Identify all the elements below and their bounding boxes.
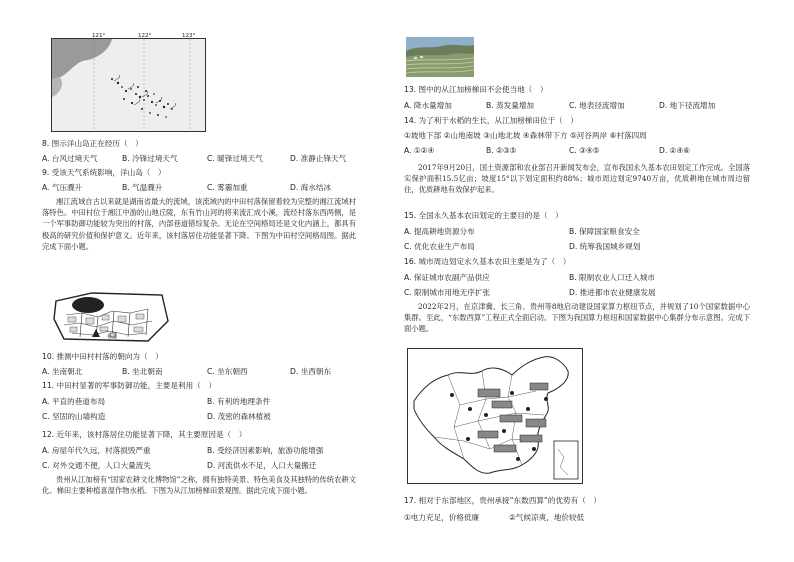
q11-option-b[interactable]: B. 有利的地理条件 — [207, 397, 271, 406]
q9-option-d[interactable]: D. 海水结冰 — [290, 183, 332, 192]
q13-option-b[interactable]: B. 蒸发量增加 — [486, 101, 535, 110]
q17-item-1: ①电力充足，价格低廉 — [404, 513, 480, 522]
q11-option-c[interactable]: C. 坚固的山墙构造 — [42, 412, 106, 421]
lon-label-123: 123° — [182, 33, 196, 39]
q14-items: ①坡地下部 ②山地南坡 ③山地北坡 ④森林带下方 ⑤河谷两岸 ⑥村落四周 — [404, 131, 647, 140]
q15-stem: 15. 全国永久基本农田划定的主要目的是（ ） — [404, 211, 563, 220]
lon-label-121: 121° — [92, 33, 106, 39]
passage-village: 湘江流域自古以来就是湖南省最大的流域，该流域内的中田村落保留着较为完整的湘江流域村落特色。中田村位于湘江中游的山地丘陵，东有竹山河的将来流汇成小溪，流经村落东西两侧，是一个军事防御功能较为突出的村落，内部巷道错综复杂。无论在空间格局还是文化内涵上，都具有极高的研究价值和保护意义。近年来，该村落居住功能显著下降。下图为中田村空间格局图。据此完成下面小题。 — [42, 197, 356, 251]
q12-option-d[interactable]: D. 河流供水不足，人口大量搬迁 — [207, 461, 317, 470]
q11-option-d[interactable]: D. 茂密的森林植被 — [207, 412, 271, 421]
q16-option-c[interactable]: C. 限制城市用地无序扩张 — [404, 288, 491, 297]
yangshan-weather-map — [51, 38, 206, 132]
q13-option-a[interactable]: A. 降水量增加 — [404, 101, 452, 110]
q9-stem: 9. 受该天气系统影响，洋山岛（ ） — [42, 168, 166, 177]
q9-option-c[interactable]: C. 雾霾加重 — [207, 183, 248, 192]
q8-option-b[interactable]: B. 冷锋过境天气 — [122, 154, 178, 163]
q12-stem: 12. 近年来，该村落居住功能显著下降，其主要原因是（ ） — [42, 430, 247, 439]
q12-option-c[interactable]: C. 对外交通不便，人口大量流失 — [42, 461, 151, 470]
q10-option-a[interactable]: A. 坐南朝北 — [42, 367, 83, 376]
q14-option-a[interactable]: A. ①②④ — [404, 146, 435, 155]
q10-option-c[interactable]: C. 坐东朝西 — [207, 367, 248, 376]
terrace-photo — [406, 37, 474, 77]
q15-option-d[interactable]: D. 统筹我国城乡规划 — [569, 242, 641, 251]
q16-option-b[interactable]: B. 限制农业人口迁入城市 — [569, 273, 655, 282]
q10-option-d[interactable]: D. 坐西朝东 — [290, 367, 332, 376]
q13-option-c[interactable]: C. 地表径流增加 — [569, 101, 625, 110]
weather-map-svg — [52, 39, 205, 131]
q13-stem: 13. 图中的从江加榜梯田不会使当地（ ） — [404, 85, 548, 94]
q8-option-d[interactable]: D. 准静止锋天气 — [290, 154, 347, 163]
q14-stem: 14. 为了利于水稻的生长，从江加榜梯田位于（ ） — [404, 116, 578, 125]
q12-option-b[interactable]: B. 受经济因素影响，旅游功能增强 — [207, 446, 324, 455]
q15-option-b[interactable]: B. 保障国家粮食安全 — [569, 227, 640, 236]
q16-option-d[interactable]: D. 推进都市农业健康发展 — [569, 288, 656, 297]
q14-option-c[interactable]: C. ③④⑤ — [569, 146, 600, 155]
q8-option-c[interactable]: C. 暖锋过境天气 — [207, 154, 263, 163]
china-map-svg — [408, 349, 582, 483]
q16-stem: 16. 城市周边划定永久基本农田主要是为了（ ） — [404, 257, 571, 266]
q10-stem: 10. 推测中田村村落的朝向为（ ） — [42, 352, 163, 361]
q9-option-b[interactable]: B. 气温骤升 — [122, 183, 163, 192]
q8-option-a[interactable]: A. 台风过境天气 — [42, 154, 98, 163]
computing-hub-map — [407, 348, 583, 484]
q16-option-a[interactable]: A. 保证城市农副产品供应 — [404, 273, 490, 282]
village-map-legend: 巷道 — [107, 334, 118, 340]
q17-item-2: ②气候凉爽，地价较低 — [509, 513, 585, 522]
q17-stem: 17. 相对于东部地区，贵州承接“东数西算”的优势有（ ） — [404, 496, 602, 505]
q12-option-a[interactable]: A. 房屋年代久远，村落损毁严重 — [42, 446, 151, 455]
q15-option-a[interactable]: A. 提高耕地资源分布 — [404, 227, 475, 236]
q11-stem: 11. 中田村显著的军事防御功能，主要是利用（ ） — [42, 381, 216, 390]
q15-option-c[interactable]: C. 优化农业生产布局 — [404, 242, 475, 251]
q8-stem: 8. 图示洋山岛正在经历（ ） — [42, 139, 143, 148]
mountain-shape — [72, 297, 104, 313]
passage-terrace: 贵州从江加榜有“国家农耕文化博物馆”之称，拥有独特美景、特色美食及其独特的传统农耕文化。梯田主要种植喜湿作物水稻。下图为从江加榜梯田景观图。据此完成下面小题。 — [42, 475, 356, 496]
q13-option-d[interactable]: D. 地下径流增加 — [659, 101, 716, 110]
q10-option-b[interactable]: B. 坐北朝南 — [122, 367, 163, 376]
q14-option-b[interactable]: B. ②③⑤ — [486, 146, 517, 155]
passage-farmland: 2017年9月20日，国土资源部和农业部召开新闻发布会，宣布我国永久基本农田划定工作完成。全国落实保护面积15.5亿亩；坡度15°以下划定面积约88%；城市周边划定9740万亩，优质耕地在城市周边留住，优质耕地有效保护起来。 — [404, 163, 750, 195]
q14-option-d[interactable]: D. ②④⑥ — [659, 146, 691, 155]
passage-computing: 2022年2月，在京津冀、长三角、贵州等8地启动建设国家算力枢纽节点，并规划了10个国家数据中心集群。至此，“东数西算”工程正式全面启动。下图为我国算力枢纽和国家数据中心集群分布示意图。完成下面小题。 — [404, 302, 750, 334]
q9-option-a[interactable]: A. 气压骤升 — [42, 183, 83, 192]
terrace-photo-svg — [406, 37, 474, 77]
q11-option-a[interactable]: A. 平直的巷道布局 — [42, 397, 106, 406]
lon-label-122: 122° — [138, 33, 152, 39]
